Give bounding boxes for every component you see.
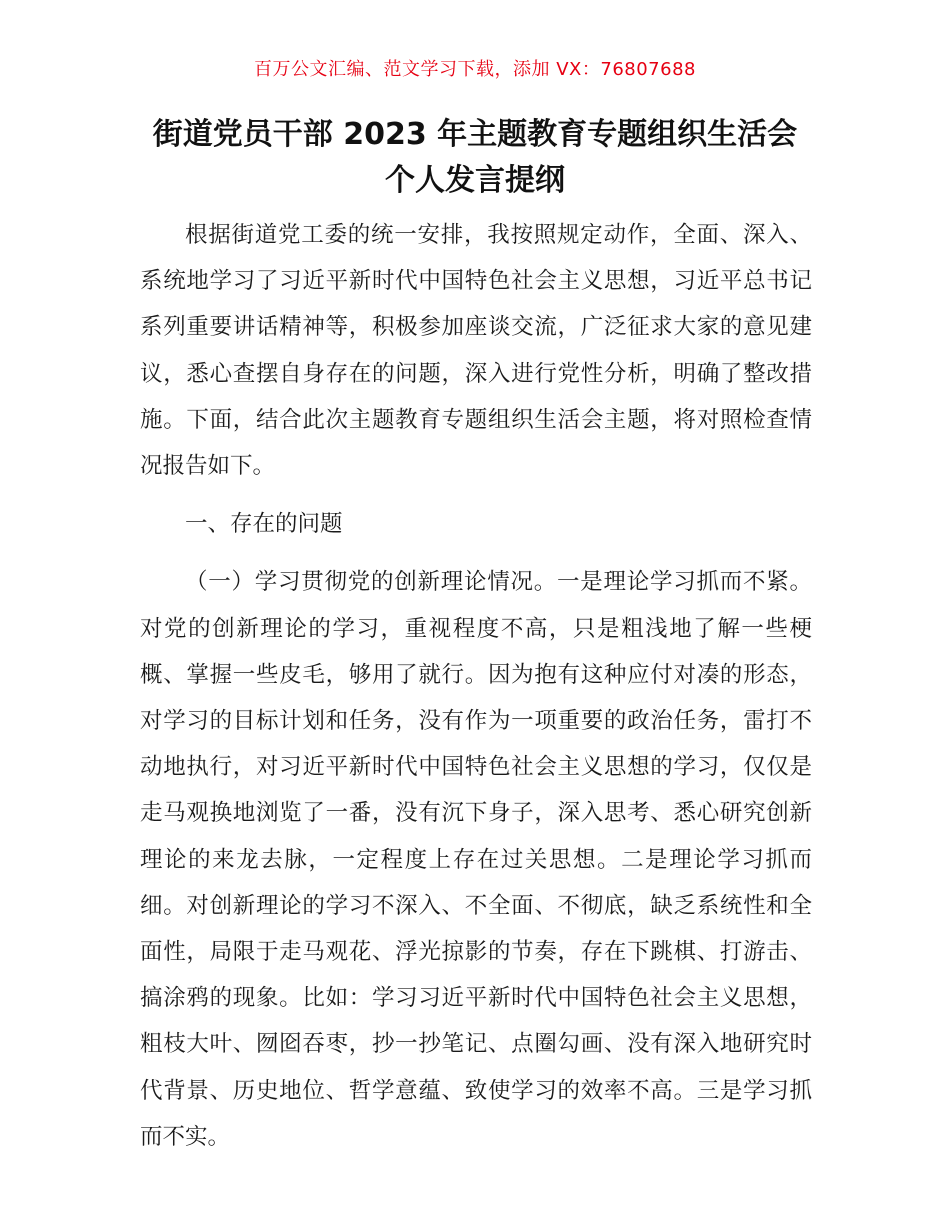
document-body (140, 212, 812, 1160)
item-paragraph: （一）学习贯彻党的创新理论情况。一是理论学习抓而不紧。对党的创新理论的学习，重视程度不高，只是粗浅地了解一些梗概、掌握一些皮毛，够用了就行。因为抱有这种应付对凑的形态，对学习的目标计划和任务，没有作为一项重要的政治任务，雷打不动地执行，对习近平新时代中国特色社会主义思想的学习，仅仅是走马观换地浏览了一番，没有沉下身子，深入思考、悉心研究创新理论的来龙去脉，一定程度上存在过关思想。二是理论学习抓而细。对创新理论的学习不深入、不全面、不彻底，缺乏系统性和全面性，局限于走马观花、浮光掠影的节奏，存在下跳棋、打游击、搞涂鸦的现象。比如：学习习近平新时代中国特色社会主义思想，粗枝大叶、囫囵吞枣，抄一抄笔记、点圈勾画、没有深入地研究时代背景、历史地位、哲学意蕴、致使学习的效率不高。三是学习抓而不实。 (140, 569, 812, 1150)
header-promo-note: 百万公文汇编、范文学习下载，添加 VX：76807688 (254, 59, 696, 80)
section-heading: 一、存在的问题 (185, 511, 343, 538)
title-line-1: 街道党员干部 2023 年主题教育专题组织生活会 (152, 117, 798, 152)
document-title (120, 112, 830, 204)
intro-paragraph: 根据街道党工委的统一安排，我按照规定动作，全面、深入、系统地学习了习近平新时代中国特色社会主义思想，习近平总书记系列重要讲话精神等，积极参加座谈交流，广泛征求大家的意见建议，悉心查摆自身存在的问题，深入进行党性分析，明确了整改措施。下面，结合此次主题教育专题组织生活会主题，将对照检查情况报告如下。 (140, 222, 812, 480)
title-line-2: 个人发言提纲 (385, 163, 565, 198)
